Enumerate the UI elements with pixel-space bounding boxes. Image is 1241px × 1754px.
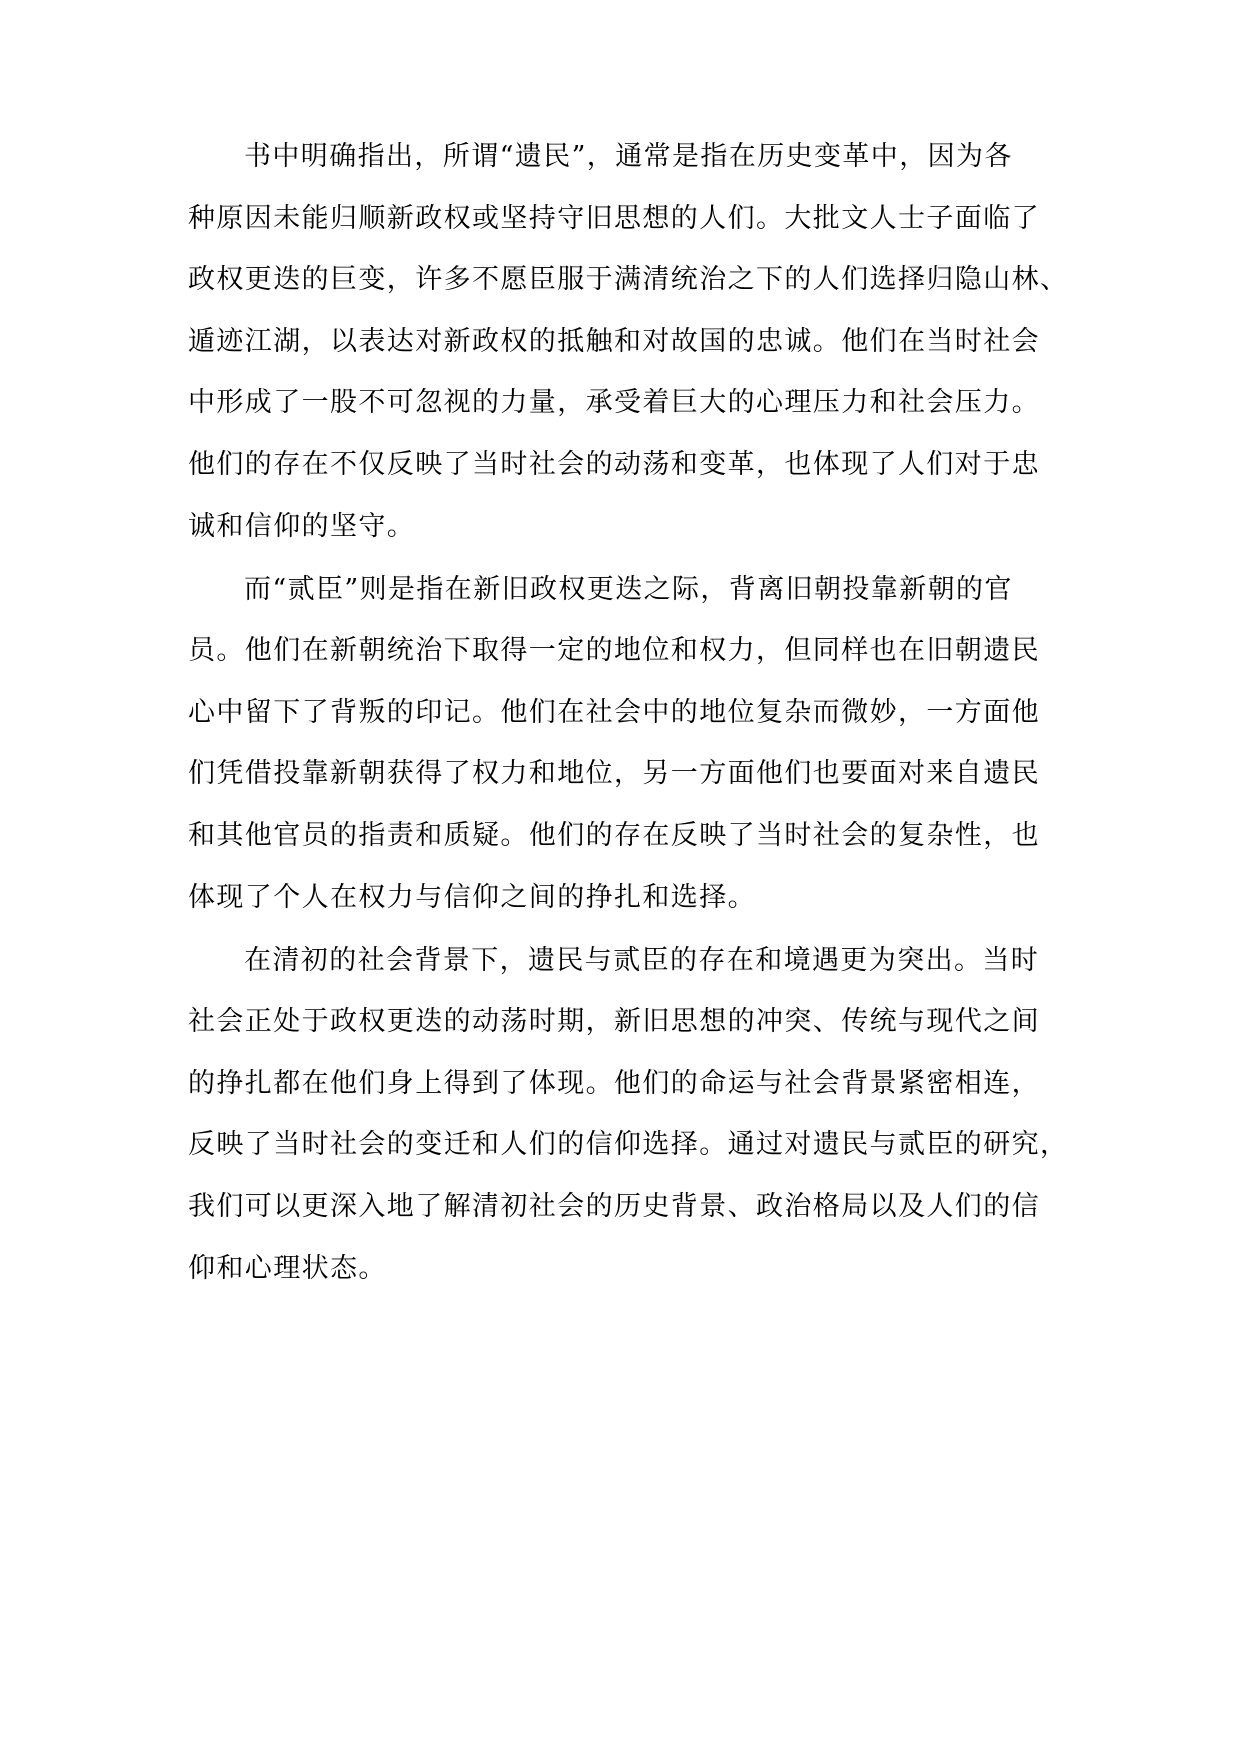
text-line: 在清初的社会背景下，遗民与贰臣的存在和境遇更为突出。当时 xyxy=(244,944,1040,976)
text-line: 遁迹江湖，以表达对新政权的抵触和对故国的忠诚。他们在当时社会 xyxy=(188,325,1040,357)
text-line: 仰和心理状态。 xyxy=(188,1252,387,1284)
text-line: 体现了个人在权力与信仰之间的挣扎和选择。 xyxy=(188,881,756,913)
text-line: 政权更迭的巨变，许多不愿臣服于满清统治之下的人们选择归隐山林、 xyxy=(188,264,1069,296)
paragraph xyxy=(188,142,1088,542)
text-line: 书中明确指出，所谓“遗民”，通常是指在历史变革中，因为各 xyxy=(244,141,1013,172)
paragraph xyxy=(188,575,1088,913)
text-line: 反映了当时社会的变迁和人们的信仰选择。通过对遗民与贰臣的研究， xyxy=(188,1129,1069,1161)
text-line: 我们可以更深入地了解清初社会的历史背景、政治格局以及人们的信 xyxy=(188,1190,1040,1222)
text-line: 诚和信仰的坚守。 xyxy=(188,510,416,542)
document-body xyxy=(188,142,1088,1315)
text-line: 种原因未能归顺新政权或坚持守旧思想的人们。大批文人士子面临了 xyxy=(188,202,1040,234)
text-line: 中形成了一股不可忽视的力量，承受着巨大的心理压力和社会压力。 xyxy=(188,387,1040,419)
text-line: 他们的存在不仅反映了当时社会的动荡和变革，也体现了人们对于忠 xyxy=(188,448,1040,480)
text-line: 社会正处于政权更迭的动荡时期，新旧思想的冲突、传统与现代之间 xyxy=(188,1006,1040,1038)
text-line: 和其他官员的指责和质疑。他们的存在反映了当时社会的复杂性，也 xyxy=(188,819,1040,851)
text-line: 们凭借投靠新朝获得了权力和地位，另一方面他们也要面对来自遗民 xyxy=(188,758,1040,790)
text-line: 而“贰臣”则是指在新旧政权更迭之际，背离旧朝投靠新朝的官 xyxy=(244,573,1013,605)
text-line: 心中留下了背叛的印记。他们在社会中的地位复杂而微妙，一方面他 xyxy=(188,696,1040,728)
text-line: 员。他们在新朝统治下取得一定的地位和权力，但同样也在旧朝遗民 xyxy=(188,635,1040,667)
text-line: 的挣扎都在他们身上得到了体现。他们的命运与社会背景紧密相连， xyxy=(188,1067,1040,1099)
paragraph xyxy=(188,946,1088,1284)
